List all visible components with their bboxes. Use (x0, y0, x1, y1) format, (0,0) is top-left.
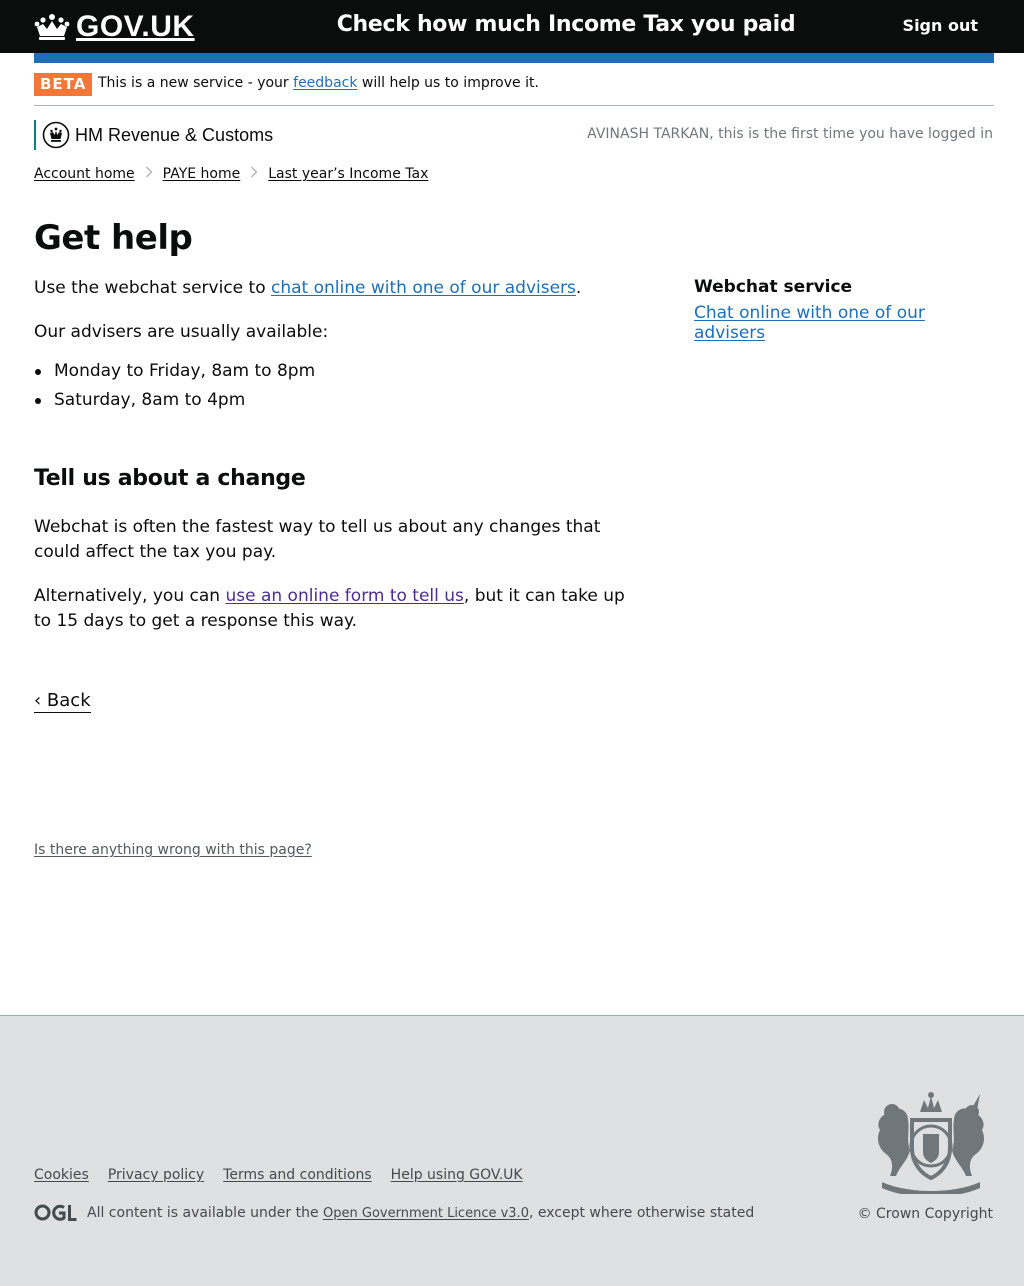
help-intro (34, 276, 644, 417)
phase-banner-text (98, 75, 539, 91)
chevron-right-icon (250, 166, 258, 182)
list-item: Saturday, 8am to 4pm (34, 388, 644, 417)
online-form-link[interactable]: use an online form to tell us (225, 586, 464, 606)
chat-online-link[interactable]: chat online with one of our advisers (271, 278, 576, 298)
breadcrumb-paye-home[interactable]: PAYE home (162, 166, 241, 182)
phase-text-after: will help us to improve it. (357, 75, 539, 91)
breadcrumb (34, 166, 428, 182)
footer-links (34, 1167, 542, 1183)
royal-coat-of-arms-icon (868, 1090, 994, 1194)
licence-statement (34, 1204, 754, 1221)
open-government-licence-link[interactable]: Open Government Licence v3.0 (323, 1205, 529, 1221)
change-heading: Tell us about a change (34, 466, 306, 491)
intro-after: . (575, 278, 582, 298)
global-header (0, 0, 1024, 53)
change-section (34, 515, 644, 653)
intro-before: Use the webchat service to (34, 278, 271, 298)
footer-link-terms[interactable]: Terms and conditions (223, 1167, 372, 1183)
hmrc-crest-icon (42, 121, 70, 149)
change-paragraph-1: Webchat is often the fastest way to tell us about any changes that could affect the tax you pay. (34, 517, 601, 562)
phase-banner (34, 73, 994, 106)
footer-link-privacy[interactable]: Privacy policy (107, 1167, 205, 1183)
logo-text: GOV.UK (76, 10, 195, 43)
breadcrumb-account-home[interactable]: Account home (34, 166, 135, 182)
report-problem-link[interactable]: Is there anything wrong with this page? (34, 842, 312, 858)
availability-text: Our advisers are usually available: (34, 322, 329, 342)
back-label: Back (46, 690, 91, 711)
back-link[interactable]: ‹ Back (34, 690, 91, 711)
login-message: AVINASH TARKAN, this is the first time you have logged in (587, 126, 993, 142)
licence-after: , except where otherwise stated (528, 1204, 755, 1221)
webchat-sidebar (694, 277, 994, 343)
breadcrumb-last-years-income-tax[interactable]: Last year’s Income Tax (268, 166, 429, 182)
sign-out-link[interactable]: Sign out (902, 16, 978, 35)
opening-hours-list (34, 359, 644, 417)
sidebar-title: Webchat service (694, 277, 853, 297)
change-p2-before: Alternatively, you can (34, 586, 226, 606)
webchat-intro (34, 276, 644, 301)
chevron-right-icon (145, 166, 153, 182)
change-paragraph-2 (34, 584, 644, 634)
footer-link-cookies[interactable]: Cookies (34, 1167, 89, 1183)
licence-before: All content is available under the (87, 1204, 324, 1221)
sidebar-chat-link[interactable]: Chat online with one of our advisers (694, 303, 925, 343)
page-title: Get help (34, 218, 193, 258)
ogl-logo-icon (34, 1204, 77, 1221)
crown-copyright-link[interactable]: © Crown Copyright (857, 1206, 993, 1222)
header-accent-bar (34, 53, 994, 63)
service-name[interactable]: Check how much Income Tax you paid (336, 12, 796, 37)
hmrc-organisation (34, 120, 273, 150)
footer-link-help[interactable]: Help using GOV.UK (390, 1167, 523, 1183)
organisation-name: HM Revenue & Customs (75, 124, 274, 145)
change-p2-after: , but it can take up to 15 days to get a response this way. (34, 586, 625, 631)
phase-text-before: This is a new service - your (98, 75, 294, 91)
list-item: Monday to Friday, 8am to 8pm (34, 359, 644, 388)
feedback-link[interactable]: feedback (293, 75, 358, 91)
licence-text (87, 1205, 754, 1221)
beta-tag: BETA (34, 73, 92, 96)
footer (0, 1015, 1024, 1286)
